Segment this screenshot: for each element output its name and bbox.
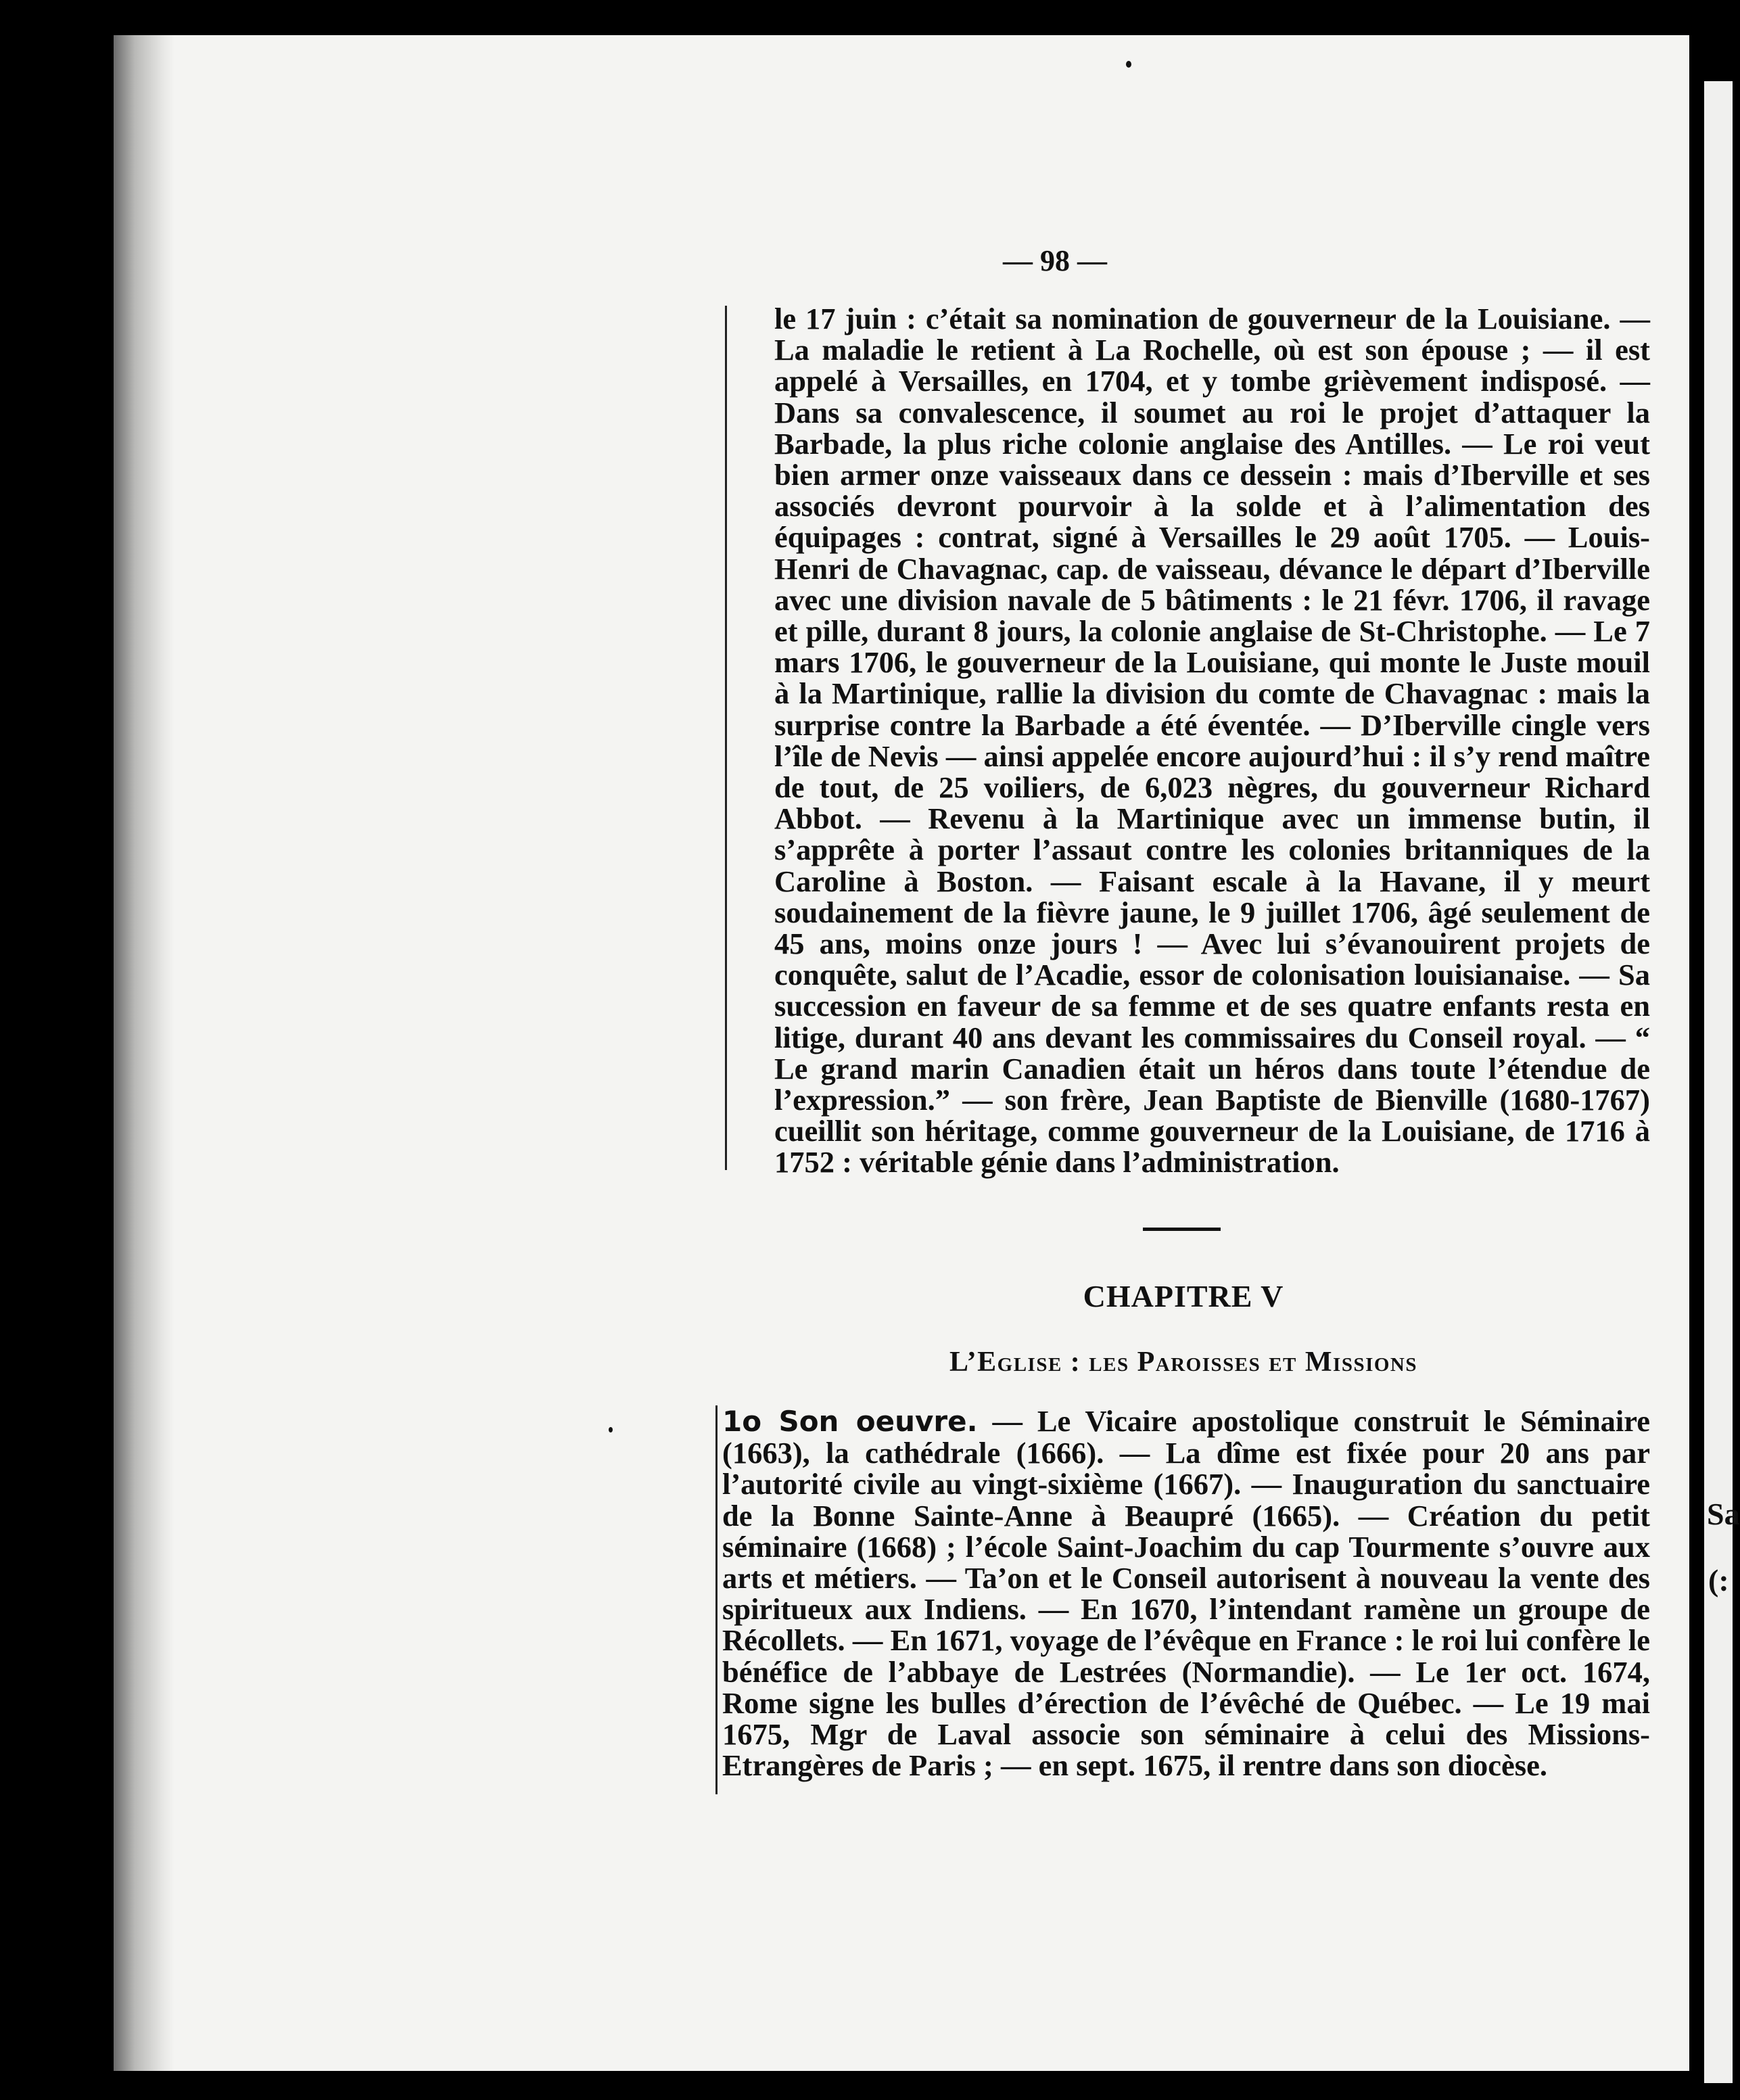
book-spine-shadow bbox=[114, 35, 174, 2071]
speck bbox=[1126, 61, 1131, 68]
section-paragraph bbox=[722, 1405, 1650, 1781]
page-number: — 98 — bbox=[1003, 244, 1107, 277]
section-text: — Le Vicaire apostolique construit le Séminaire (1663), la cathédrale (1666). — La dîme est fixée pour 20 ans par l’autorité civile au vingt-sixième (1667). — Inauguration du sanctuaire de la Bonne Sainte-Anne à Beaupré (1665). — Création du petit séminaire (1668) ; l’école Saint-Joachim du cap Tourmente s’ouvre aux arts et métiers. — Ta’on et le Conseil autorisent à nouveau la vente des spiritueux aux Indiens. — En 1670, l’intendant ramène un groupe de Récollets. — En 1671, voyage de l’évêque en France : le roi lui confère le bénéfice de l’abbaye de Lestrées (Normandie). — Le 1er oct. 1674, Rome signe les bulles d’érection de l’évêché de Québec. — Le 19 mai 1675, Mgr de Laval associe son séminaire à celui des Missions-Etrangères de Paris ; — en sept. 1675, il rentre dans son diocèse. bbox=[722, 1404, 1650, 1783]
margin-bracket bbox=[725, 306, 727, 1170]
adjacent-page-fragment: Sa bbox=[1707, 1497, 1740, 1531]
section-heading: 1o Son oeuvre. bbox=[722, 1405, 978, 1438]
margin-bracket bbox=[715, 1405, 718, 1794]
speck bbox=[609, 1427, 613, 1432]
adjacent-page-edge bbox=[1704, 81, 1733, 2083]
chapter-title: CHAPITRE V bbox=[1083, 1279, 1284, 1313]
chapter-subtitle: L’Eglise : les Paroisses et Missions bbox=[949, 1347, 1417, 1378]
section-divider bbox=[1143, 1228, 1221, 1231]
body-paragraph: le 17 juin : c’était sa nomination de gouverneur de la Louisiane. — La maladie le retient à La Rochelle, où est son épouse ; — il est appelé à Versailles, en 1704, et y tombe grièvement indisposé. — Dans sa convalescence, il soumet au roi le projet d’attaquer la Barbade, la plus riche colonie anglaise des Antilles. — Le roi veut bien armer onze vaisseaux dans ce dessein : mais d’Iberville et ses associés devront pourvoir à la solde et à l’alimentation des équipages : contrat, signé à Versailles le 29 août 1705. — Louis-Henri de Chavagnac, cap. de vaisseau, dévance le départ d’Iberville avec une division navale de 5 bâtiments : le 21 févr. 1706, il ravage et pille, durant 8 jours, la colonie anglaise de St-Christophe. — Le 7 mars 1706, le gouverneur de la Louisiane, qui monte le Juste mouil à la Martinique, rallie la division du comte de Chavagnac : mais la surprise contre la Barbade a été éventée. — D’Iberville cingle vers l’île de Nevis — ainsi appelée encore aujourd’hui : il s’y rend maître de tout, de 25 voiliers, de 6,023 nègres, du gouverneur Richard Abbot. — Revenu à la Martinique avec un immense butin, il s’apprête à porter l’assaut contre les colonies britanniques de la Caroline à Boston. — Faisant escale à la Havane, il y meurt soudainement de la fièvre jaune, le 9 juillet 1706, âgé seulement de 45 ans, moins onze jours ! — Avec lui s’évanouirent projets de conquête, salut de l’Acadie, essor de colonisation louisianaise. — Sa succession en faveur de sa femme et de ses quatre enfants resta en litige, durant 40 ans devant les commissaires du Conseil royal. — “ Le grand marin Canadien était un héros dans toute l’étendue de l’expression.” — son frère, Jean Baptiste de Bienville (1680-1767) cueillit son héritage, comme gouverneur de la Louisiane, de 1716 à 1752 : véritable génie dans l’administration. bbox=[774, 302, 1650, 1180]
adjacent-page-fragment: (: bbox=[1708, 1563, 1729, 1597]
